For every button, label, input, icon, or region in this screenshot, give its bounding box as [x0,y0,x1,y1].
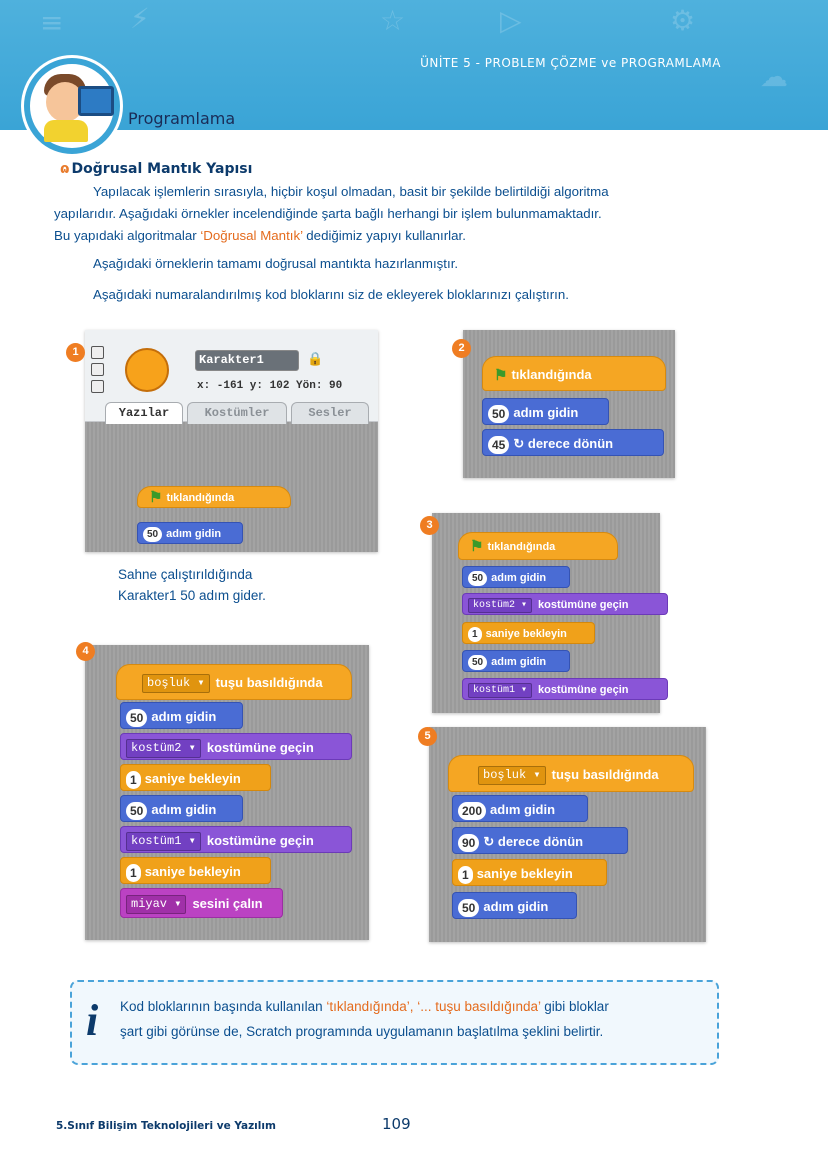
book-title: 5.Sınıf Bilişim Teknolojileri ve Yazılım [56,1120,276,1132]
cat-sprite-icon [125,348,169,392]
info-icon: i [86,996,99,1045]
gear-icon: ⚙ [670,4,696,37]
switch-costume-block[interactable]: kostüm2 ▾ kostümüne geçin [462,593,668,615]
paragraph: Aşağıdaki örneklerin tamamı doğrusal mantıkta hazırlanmıştır. [93,256,459,271]
play-sound-block[interactable]: miyav ▾ sesini çalın [120,888,283,918]
example-badge: 1 [66,343,85,362]
wait-seconds-block[interactable]: 1 saniye bekleyin [120,857,271,884]
costume-dropdown[interactable]: kostüm1 ▾ [468,683,532,698]
header-banner [0,0,828,130]
move-steps-block[interactable]: 50 adım gidin [452,892,577,919]
move-steps-block[interactable]: 200 adım gidin [452,795,588,822]
page-number: 109 [382,1115,411,1133]
example-badge: 2 [452,339,471,358]
green-flag-icon: ⚑ [494,367,508,385]
sprite-name-field[interactable]: Karakter1 [195,350,299,371]
when-flag-clicked-block[interactable]: ⚑ tıklandığında [137,486,291,508]
when-flag-clicked-block[interactable]: ⚑ tıklandığında [482,356,666,391]
switch-costume-block[interactable]: kostüm1 ▾ kostümüne geçin [462,678,668,700]
sprite-info [85,330,378,422]
glasses-icon: ɷ [60,161,70,177]
move-steps-block[interactable]: 50 adım gidin [462,650,570,672]
switch-costume-block[interactable]: kostüm2 ▾ kostümüne geçin [120,733,352,760]
sound-dropdown[interactable]: miyav ▾ [126,895,186,914]
costume-dropdown[interactable]: kostüm2 ▾ [468,598,532,613]
info-text: Kod bloklarının başında kullanılan ‘tıklandığında’, ‘... tuşu basıldığında’ gibi bloklar şart gibi görünse de, Scratch programında uygulamanın başlatılma şeklini belirtir. [120,999,609,1039]
lightning-icon: ⚡ [130,2,150,35]
tab-scripts[interactable]: Yazılar [105,402,183,424]
turn-degrees-block[interactable]: 45 ↻ derece dönün [482,429,664,456]
move-steps-block[interactable]: 50 adım gidin [120,795,243,822]
play-icon: ▷ [500,4,522,37]
wait-seconds-block[interactable]: 1 saniye bekleyin [462,622,595,644]
info-box [70,980,719,1065]
no-rotate-icon[interactable] [91,380,104,393]
key-dropdown[interactable]: boşluk ▾ [142,674,210,693]
turn-degrees-block[interactable]: 90 ↻ derece dönün [452,827,628,854]
move-steps-block[interactable]: 50 adım gidin [120,702,243,729]
rotate-icon: ↻ [483,834,498,849]
lock-icon[interactable]: 🔒 [307,352,324,367]
switch-costume-block[interactable]: kostüm1 ▾ kostümüne geçin [120,826,352,853]
paragraph: Yapılacak işlemlerin sırasıyla, hiçbir koşul olmadan, basit bir şekilde belirtildiği algoritma [93,184,609,199]
rotate-icon: ↻ [513,436,528,451]
wait-seconds-block[interactable]: 1 saniye bekleyin [120,764,271,791]
unit-title: ÜNİTE 5 - PROBLEM ÇÖZME ve PROGRAMLAMA [420,56,721,70]
wait-seconds-block[interactable]: 1 saniye bekleyin [452,859,607,886]
when-key-pressed-block[interactable]: boşluk ▾ tuşu basıldığında [448,755,694,792]
deco-icon: ≡ [40,6,64,39]
when-key-pressed-block[interactable]: boşluk ▾ tuşu basıldığında [116,664,352,700]
example-badge: 5 [418,727,437,746]
tab-costumes[interactable]: Kostümler [187,402,287,424]
when-flag-clicked-block[interactable]: ⚑ tıklandığında [458,532,618,560]
example-badge: 3 [420,516,439,535]
paragraph: Bu yapıdaki algoritmalar ‘Doğrusal Mantık’ dediğimiz yapıyı kullanırlar. [54,228,466,243]
green-flag-icon: ⚑ [470,538,484,556]
page-title: ɷ Doğrusal Mantık Yapısı [60,161,253,177]
move-steps-block[interactable]: 50 adım gidin [137,522,243,544]
cloud-icon: ☁ [760,60,788,93]
key-dropdown[interactable]: boşluk ▾ [478,766,546,785]
example-badge: 4 [76,642,95,661]
paragraph: Aşağıdaki numaralandırılmış kod bloklarını siz de ekleyerek bloklarınızı çalıştırın. [93,287,569,302]
sprite-coords: x: -161 y: 102 Yön: 90 [197,380,343,392]
move-steps-block[interactable]: 50 adım gidin [462,566,570,588]
green-flag-icon: ⚑ [149,489,163,507]
paragraph: yapılarıdır. Aşağıdaki örnekler incelendiğinde şarta bağlı herhangi bir işlem bulunmamaktadır. [54,206,602,221]
example-caption: Sahne çalıştırıldığında [118,567,253,582]
costume-dropdown[interactable]: kostüm1 ▾ [126,832,201,851]
flip-icon[interactable] [91,363,104,376]
star-icon: ☆ [380,4,406,37]
tab-sounds[interactable]: Sesler [291,402,369,424]
costume-dropdown[interactable]: kostüm2 ▾ [126,739,201,758]
section-title: Programlama [128,109,236,128]
avatar [24,58,120,154]
move-steps-block[interactable]: 50 adım gidin [482,398,609,425]
example-caption: Karakter1 50 adım gider. [118,588,266,603]
rotate-icon[interactable] [91,346,104,359]
